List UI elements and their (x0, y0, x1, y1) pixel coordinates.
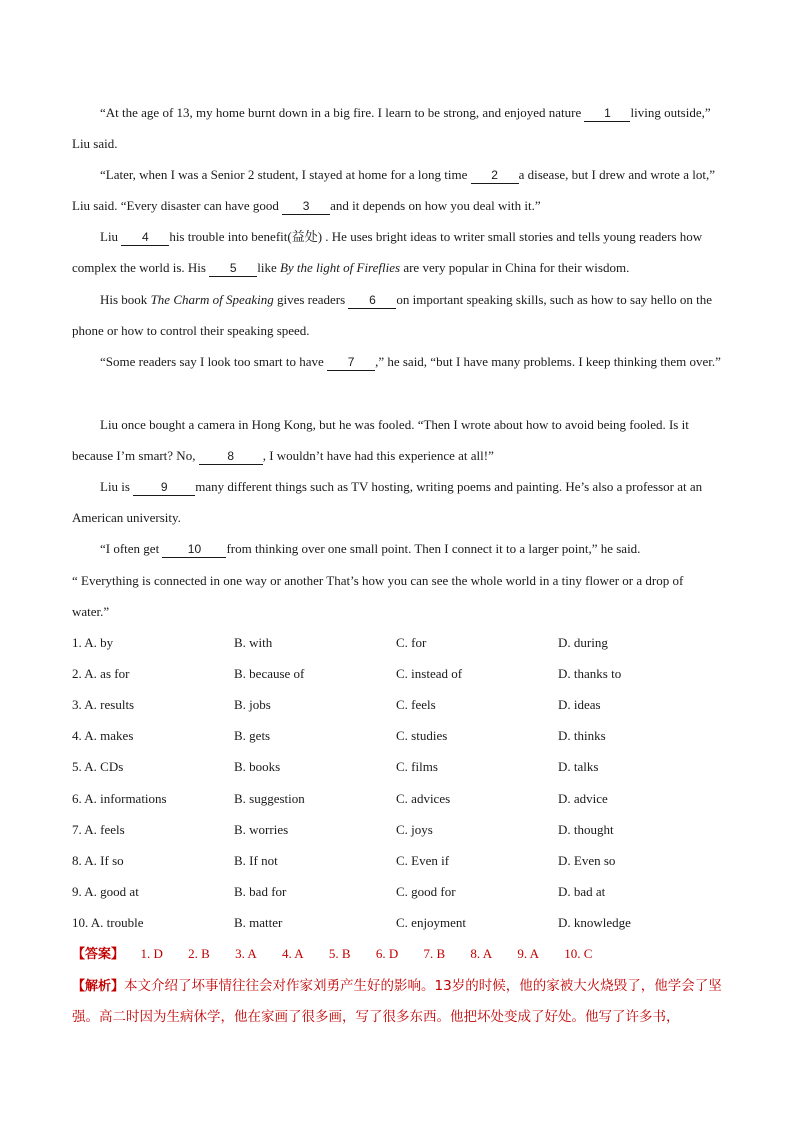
option-b: B. If not (234, 852, 278, 868)
option-d: D. advice (558, 790, 608, 806)
text: Liu (100, 229, 122, 244)
passage-paragraph-8 (72, 533, 722, 564)
passage-paragraph-6 (72, 409, 722, 471)
option-row (72, 752, 722, 783)
option-row (72, 658, 722, 689)
option-row (72, 783, 722, 814)
option-d: D. talks (558, 759, 599, 775)
option-d: D. Even so (558, 852, 616, 868)
text: “I often get (100, 541, 163, 556)
answer-value: 4. A (282, 946, 304, 961)
text: , I wouldn’t have had this experience at all!” (262, 448, 494, 463)
answer-tag: 【答案】 (72, 947, 125, 962)
text: like (257, 260, 280, 275)
option-d: D. bad at (558, 884, 606, 900)
blank-4: 4 (121, 229, 169, 246)
option-b: B. jobs (234, 696, 271, 712)
option-d: D. thanks to (558, 665, 622, 681)
option-c: C. films (396, 759, 438, 775)
answer-value: 7. B (423, 946, 446, 961)
option-a: 1. A. by (72, 634, 114, 650)
option-a: 10. A. trouble (72, 915, 144, 931)
answer-value: 5. B (328, 946, 351, 961)
passage-paragraph-3 (72, 221, 722, 283)
option-c: C. Even if (396, 852, 450, 868)
blank-5: 5 (209, 260, 257, 277)
answer-line (72, 941, 614, 968)
option-c: C. for (396, 634, 427, 650)
answer-value: 2. B (188, 946, 210, 961)
book-title: The Charm of Speaking (150, 292, 274, 307)
text: from thinking over one small point. Then I connect it to a larger point,” he said. (226, 541, 641, 556)
text: ,” he said, “but I have many problems. I keep thinking them over.” (375, 354, 721, 369)
option-b: B. because of (234, 665, 305, 681)
option-row (72, 908, 722, 939)
option-c: C. feels (396, 696, 436, 712)
explanation-tag: 【解析】 (72, 979, 125, 994)
blank-1: 1 (584, 105, 630, 122)
option-row (72, 689, 722, 720)
book-title: By the light of Fireflies (279, 260, 401, 275)
text: His book (100, 292, 151, 307)
option-a: 9. A. good at (72, 884, 139, 900)
blank-2: 2 (471, 167, 519, 184)
options-table (72, 627, 722, 939)
option-c: C. advices (396, 790, 451, 806)
text: are very popular in China for their wisdom. (400, 260, 630, 275)
text: “ Everything is connected in one way or another That’s how you can see the whole world in a tiny flower or a drop of water.” (72, 573, 684, 619)
answer-value: 10. C (564, 946, 593, 961)
option-c: C. joys (396, 821, 433, 837)
option-row (72, 627, 722, 658)
blank-9: 9 (133, 479, 195, 496)
option-b: B. bad for (234, 884, 287, 900)
option-row (72, 814, 722, 845)
option-b: B. suggestion (234, 790, 305, 806)
option-c: C. good for (396, 884, 456, 900)
passage-paragraph-2 (72, 159, 722, 221)
passage-paragraph-5 (72, 346, 722, 377)
option-b: B. with (234, 634, 273, 650)
text: Liu is (100, 479, 134, 494)
text: “At the age of 13, my home burnt down in a big fire. I learn to be strong, and enjoyed nature (100, 105, 585, 120)
text: on important speaking skills, such as how to say hello on the phone or how to control their speaking speed. (72, 292, 712, 338)
answer-value: 8. A (470, 946, 493, 961)
answer-value: 9. A (517, 946, 539, 961)
option-d: D. knowledge (558, 915, 631, 931)
text: “Later, when I was a Senior 2 student, I stayed at home for a long time (100, 167, 471, 182)
explanation-text: 本文介绍了坏事情往往会对作家刘勇产生好的影响。13岁的时候，他的家被大火烧毁了，他学会了坚强。高二时因为生病休学，他在家画了很多画，写了很多东西。他把坏处变成了好处。他写了许多书， (72, 978, 722, 1025)
option-a: 2. A. as for (72, 665, 130, 681)
answer-value: 6. D (375, 946, 399, 961)
blank-10: 10 (162, 541, 226, 558)
option-a: 3. A. results (72, 696, 135, 712)
text: many different things such as TV hosting, writing poems and painting. He’s also a professor at an American university. (72, 479, 703, 525)
option-b: B. books (234, 759, 281, 775)
text: Liu once bought a camera in Hong Kong, but he was fooled. “Then I wrote about how to avoid being fooled. Is it because I’m smart? No, (72, 417, 689, 463)
text: his trouble into benefit(益处) . He uses bright ideas to writer small stories and tells young readers how complex the world is. His (72, 229, 703, 275)
answer-value: 1. D (140, 946, 163, 961)
option-row (72, 845, 722, 876)
option-d: D. ideas (558, 696, 601, 712)
option-a: 6. A. informations (72, 790, 167, 806)
option-a: 7. A. feels (72, 821, 125, 837)
option-row (72, 721, 722, 752)
option-a: 4. A. makes (72, 728, 134, 744)
text: and it depends on how you deal with it.” (330, 198, 541, 213)
option-d: D. during (558, 634, 608, 650)
option-b: B. gets (234, 728, 271, 744)
blank-8: 8 (199, 448, 263, 465)
text: living outside,” Liu said. (72, 105, 711, 151)
option-c: C. enjoyment (396, 915, 467, 931)
passage-paragraph-7 (72, 471, 722, 533)
option-b: B. matter (234, 915, 283, 931)
option-a: 8. A. If so (72, 852, 124, 868)
passage-paragraph-1 (72, 97, 722, 159)
text: a disease, but I drew and wrote a lot,” Liu said. “Every disaster can have good (72, 167, 715, 213)
option-d: D. thinks (558, 728, 606, 744)
passage-paragraph-4 (72, 284, 722, 346)
blank-7: 7 (327, 354, 375, 371)
passage-paragraph-9 (72, 565, 722, 627)
answer-value: 3. A (235, 946, 257, 961)
option-a: 5. A. CDs (72, 759, 124, 775)
text: gives readers (273, 292, 349, 307)
option-row (72, 877, 722, 908)
option-d: D. thought (558, 821, 614, 837)
option-b: B. worries (234, 821, 289, 837)
option-c: C. instead of (396, 665, 463, 681)
blank-6: 6 (348, 292, 396, 309)
explanation (72, 971, 722, 1033)
option-c: C. studies (396, 728, 448, 744)
text: “Some readers say I look too smart to have (100, 354, 328, 369)
blank-3: 3 (282, 198, 330, 215)
